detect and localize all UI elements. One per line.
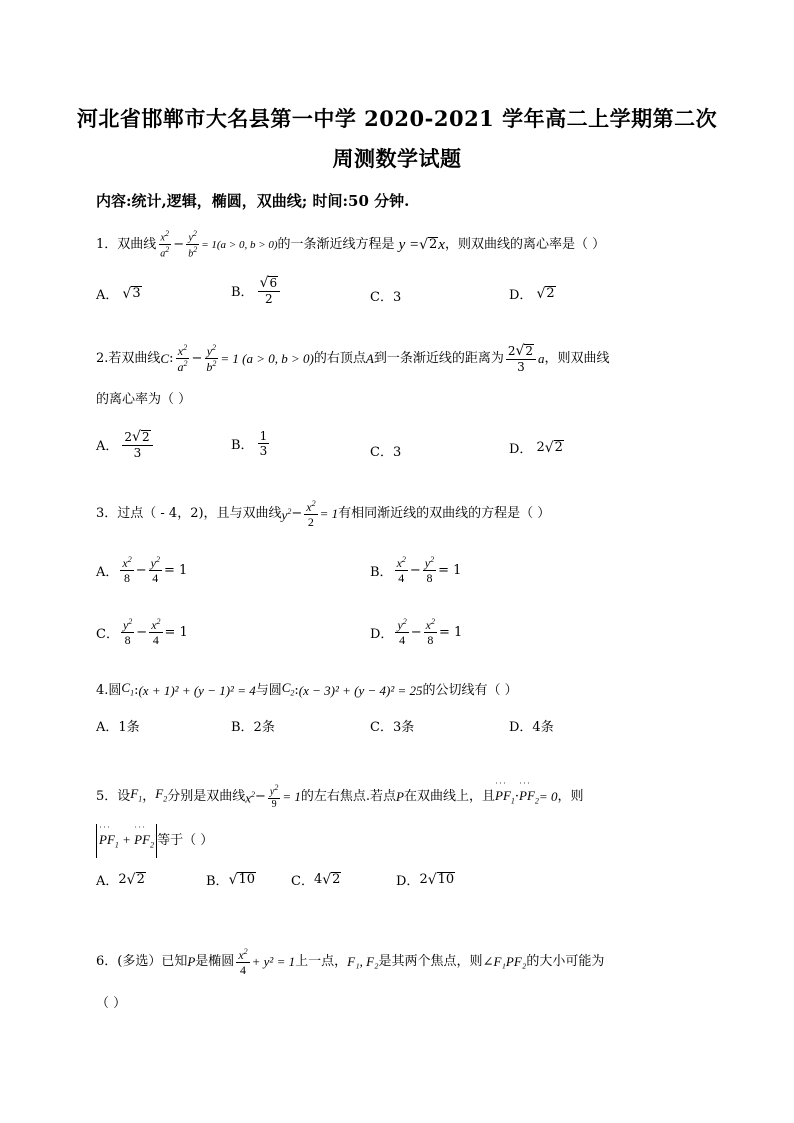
question-5-line-2: ˙˙˙ $PF_1$ + ˙˙˙ $PF_2$ 等于（ ）: [96, 824, 213, 858]
q1-option-a: A． √ 3: [96, 285, 141, 303]
q3-option-d: D． $\frac{y^2}{4}$ − $\frac{x^2}{8}$ = 1: [370, 617, 463, 647]
q4-option-b: B．2条: [231, 720, 275, 735]
question-5: 5．设 $F_1$ ， $F_2$ 分别是双曲线 $x^2$ − $\frac{y^2}{9}$ = 1 的左右焦点.若点 P 在双曲线上，且 ˙˙˙ $PF_1$ · ˙˙˙ $PF_2$ = 0 ，则: [96, 782, 583, 812]
q4-option-d: D．4条: [509, 720, 554, 735]
q3-option-b: B． $\frac{x^2}{4}$ − $\frac{y^2}{8}$ = 1: [370, 555, 462, 585]
question-6-line-2: （ ）: [96, 996, 127, 1011]
question-6: 6．(多选）已知 P 是椭圆 $\frac{x^2}{4}$ + y² = 1 上一点， F₁, F₂ 是其两个焦点，则 ∠F₁PF₂ 的大小可能为: [96, 947, 605, 977]
q5-option-a: A． 2 √ 2: [96, 871, 145, 889]
question-1: 1．双曲线 $\frac{x^2}{a^2}$ − $\frac{y^2}{b^2}$ = 1(a > 0, b > 0) 的一条渐近线方程是 y = √ 2 x ，则双曲线的离心率是（ ）: [96, 229, 606, 260]
q5-option-b: B． √ 10: [206, 871, 256, 889]
q2-option-b: B． $\frac{1}{3}$: [231, 429, 268, 458]
question-4: 4.圆 $C_1$ : (x + 1)² + (y − 1)² = 4 与圆 $C_2$ : (x − 3)² + (y − 4)² = 25 的公切线有（ ）: [96, 680, 518, 698]
q5-option-c: C． 4 √ 2: [291, 871, 341, 889]
q2-option-a: A． 2 √ 2 3: [96, 430, 155, 459]
q5-option-d: D． 2 √ 10: [396, 871, 455, 889]
q3-option-a: A． $\frac{x^2}{8}$ − $\frac{y^2}{4}$ = 1: [96, 555, 188, 585]
sqrt-expression: √ 2: [419, 237, 438, 254]
q1-option-b: B． √ 6 2: [231, 276, 282, 305]
q4-option-c: C．3条: [370, 720, 415, 735]
question-2: 2.若双曲线 C : $\frac{x^2}{a^2}$ − $\frac{y^2}{b^2}$ = 1 (a > 0, b > 0) 的右顶点 A 到一条渐近线的距离为 2 √ 2 3 a ，则双曲线: [96, 343, 610, 375]
q4-option-a: A．1条: [96, 720, 140, 735]
question-3: 3．过点（ - 4，2)，且与双曲线 $y^2$ − $\frac{x^2}{2}$ = 1 有相同渐近线的双曲线的方程是（ ）: [96, 499, 551, 529]
question-2-line-2: 的离心率为（ ）: [96, 392, 192, 407]
q1-option-c: C．3: [370, 290, 402, 305]
q2-option-c: C．3: [370, 445, 402, 460]
q2-option-d: D． 2 √ 2: [509, 439, 563, 457]
q1-option-d: D． √ 2: [509, 285, 555, 303]
q3-option-c: C． $\frac{y^2}{8}$ − $\frac{x^2}{4}$ = 1: [96, 617, 188, 647]
title-line-2: 周测数学试题: [332, 146, 462, 171]
subtitle: 内容:统计,逻辑，椭圆，双曲线; 时间:50 分钟.: [96, 192, 410, 210]
title-line-1: 河北省邯郸市大名县第一中学 2020-2021 学年高二上学期第二次: [76, 106, 718, 131]
